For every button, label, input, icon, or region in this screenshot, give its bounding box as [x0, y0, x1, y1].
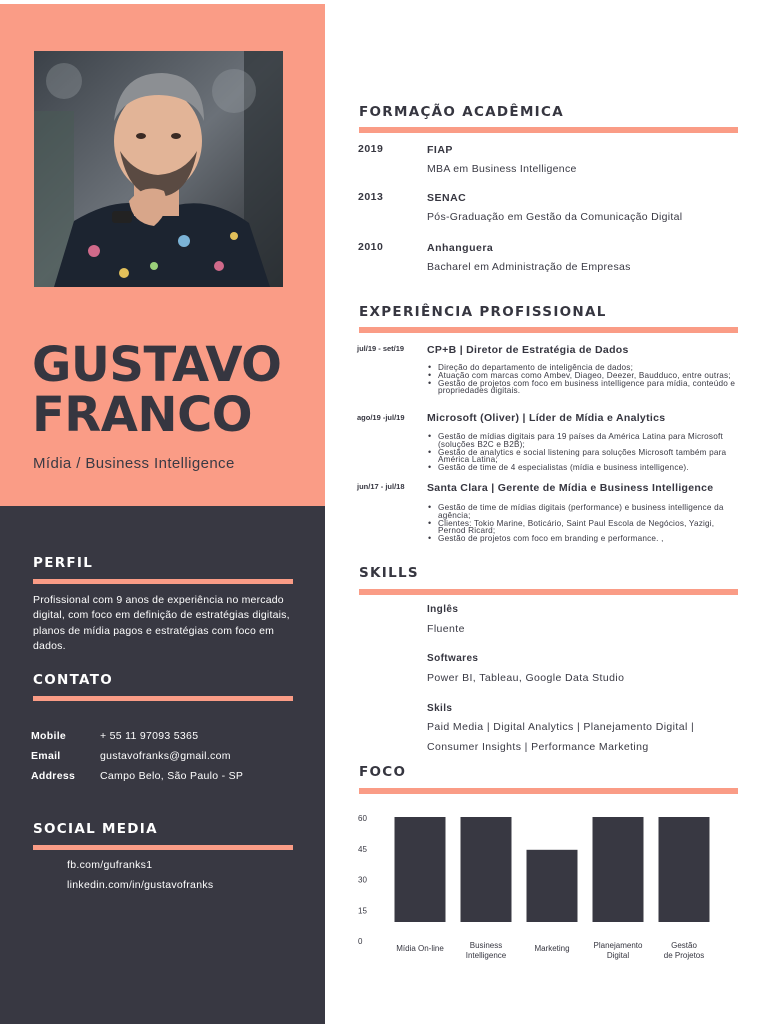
sidebar — [0, 0, 325, 1024]
x-category-label: Digital — [606, 951, 630, 960]
bar — [395, 817, 446, 922]
x-category-label: Intelligence — [465, 951, 507, 960]
first-name: GUSTAVO — [32, 337, 282, 393]
experiencia-divider — [359, 327, 738, 333]
y-tick-label: 0 — [358, 937, 363, 946]
edu-school: SENAC — [427, 192, 467, 204]
contact-value: Campo Belo, São Paulo - SP — [100, 770, 244, 782]
edu-year: 2019 — [358, 143, 384, 155]
skill-value: Fluente — [427, 623, 465, 635]
social-divider — [33, 845, 293, 850]
y-tick-label: 45 — [358, 844, 367, 854]
edu-school: Anhanguera — [427, 242, 494, 254]
job-role: Mídia / Business Intelligence — [33, 455, 235, 472]
foco-bar-chart — [340, 800, 740, 980]
profile-photo-illustration — [34, 51, 283, 287]
last-name: FRANCO — [32, 387, 253, 443]
y-tick-label: 60 — [358, 814, 367, 823]
social-heading: SOCIAL MEDIA — [33, 821, 158, 837]
x-category-label: Mídia On-line — [396, 944, 444, 953]
skill-category: Skils — [427, 703, 453, 714]
exp-bullet: • Gestão de projetos com foco em branding e performance. , — [427, 535, 739, 543]
edu-year: 2013 — [358, 191, 384, 203]
skills-heading: SKILLS — [359, 565, 419, 581]
exp-bullet: • Gestão de analytics e social listening para soluções Microsoft também para América Latina; — [427, 449, 739, 465]
bar — [527, 850, 578, 922]
contact-label: Email — [31, 750, 61, 762]
exp-date: jul/19 - set/19 — [357, 344, 405, 353]
full-name — [32, 337, 322, 443]
skill-category: Inglês — [427, 604, 459, 615]
experiencia-heading: EXPERIÊNCIA PROFISSIONAL — [359, 304, 607, 320]
social-link-linkedin[interactable]: linkedin.com/in/gustavofranks — [67, 879, 214, 891]
bar — [461, 817, 512, 922]
skill-category: Softwares — [427, 653, 479, 664]
exp-title: CP+B | Diretor de Estratégia de Dados — [427, 344, 629, 356]
x-category-label: de Projetos — [663, 951, 705, 960]
edu-year: 2010 — [358, 241, 384, 253]
contact-value[interactable]: gustavofranks@gmail.com — [100, 750, 231, 762]
x-category-label: Planejamento — [593, 941, 643, 950]
contato-heading: CONTATO — [33, 672, 114, 688]
exp-bullet: • Gestão de time de 4 especialistas (mídia e business intelligence). — [427, 464, 739, 472]
contact-value: + 55 11 97093 5365 — [100, 730, 199, 742]
profile-photo — [34, 51, 283, 287]
x-category-label: Gestão — [671, 941, 697, 950]
skill-value: Power BI, Tableau, Google Data Studio — [427, 672, 625, 684]
exp-bullet: • Atuação com marcas como Ambev, Diageo, Deezer, Baudduco, entre outras; — [427, 372, 739, 380]
perfil-divider — [33, 579, 293, 584]
bar — [659, 817, 710, 922]
edu-degree: MBA em Business Intelligence — [427, 163, 577, 175]
exp-title: Microsoft (Oliver) | Líder de Mídia e Analytics — [427, 412, 666, 424]
edu-degree: Bacharel em Administração de Empresas — [427, 261, 631, 273]
exp-bullets — [427, 433, 739, 472]
foco-chart-svg — [340, 800, 740, 980]
formacao-heading: FORMAÇÃO ACADÊMICA — [359, 104, 564, 120]
contato-divider — [33, 696, 293, 701]
exp-bullet: • Gestão de mídias digitais para 19 países da América Latina para Microsoft (soluções B2C e B2B); — [427, 433, 739, 449]
social-link-facebook[interactable]: fb.com/gufranks1 — [67, 859, 153, 871]
edu-degree: Pós-Graduação em Gestão da Comunicação Digital — [427, 211, 683, 223]
edu-school: FIAP — [427, 144, 453, 156]
contact-label: Mobile — [31, 730, 67, 742]
x-category-label: Business — [469, 941, 503, 950]
skill-value: Paid Media | Digital Analytics | Planejamento Digital | Consumer Insights | Performance Marketing — [427, 721, 695, 753]
exp-bullet: • Clientes: Tokio Marine, Boticário, Saint Paul Escola de Negócios, Yazigi, Pernod Ricard; — [427, 520, 739, 536]
exp-bullets — [427, 364, 739, 395]
perfil-text: Profissional com 9 anos de experiência no mercado digital, com foco em definição de estratégias digitais, planos de mídia pagos e estratégias com foco em dados. — [33, 594, 290, 652]
exp-bullet: • Direção do departamento de inteligência de dados; — [427, 364, 739, 372]
perfil-heading: PERFIL — [33, 555, 94, 571]
exp-bullet: • Gestão de time de mídias digitais (performance) e business intelligence da agência; — [427, 504, 739, 520]
foco-heading: FOCO — [359, 764, 407, 780]
foco-divider — [359, 788, 738, 794]
y-tick-label: 15 — [358, 906, 367, 916]
formacao-divider — [359, 127, 738, 133]
y-tick-label: 30 — [358, 875, 367, 885]
exp-bullet: • Gestão de projetos com foco em business intelligence para mídia, conteúdo e propriedades digitais. — [427, 380, 739, 396]
skills-divider — [359, 589, 738, 595]
exp-title: Santa Clara | Gerente de Mídia e Business Intelligence — [427, 482, 714, 494]
x-category-label: Marketing — [534, 944, 570, 953]
exp-date: ago/19 -jul/19 — [357, 413, 405, 422]
bar — [593, 817, 644, 922]
exp-date: jun/17 - jul/18 — [357, 482, 405, 491]
exp-bullets — [427, 504, 739, 543]
contact-label: Address — [31, 770, 76, 782]
